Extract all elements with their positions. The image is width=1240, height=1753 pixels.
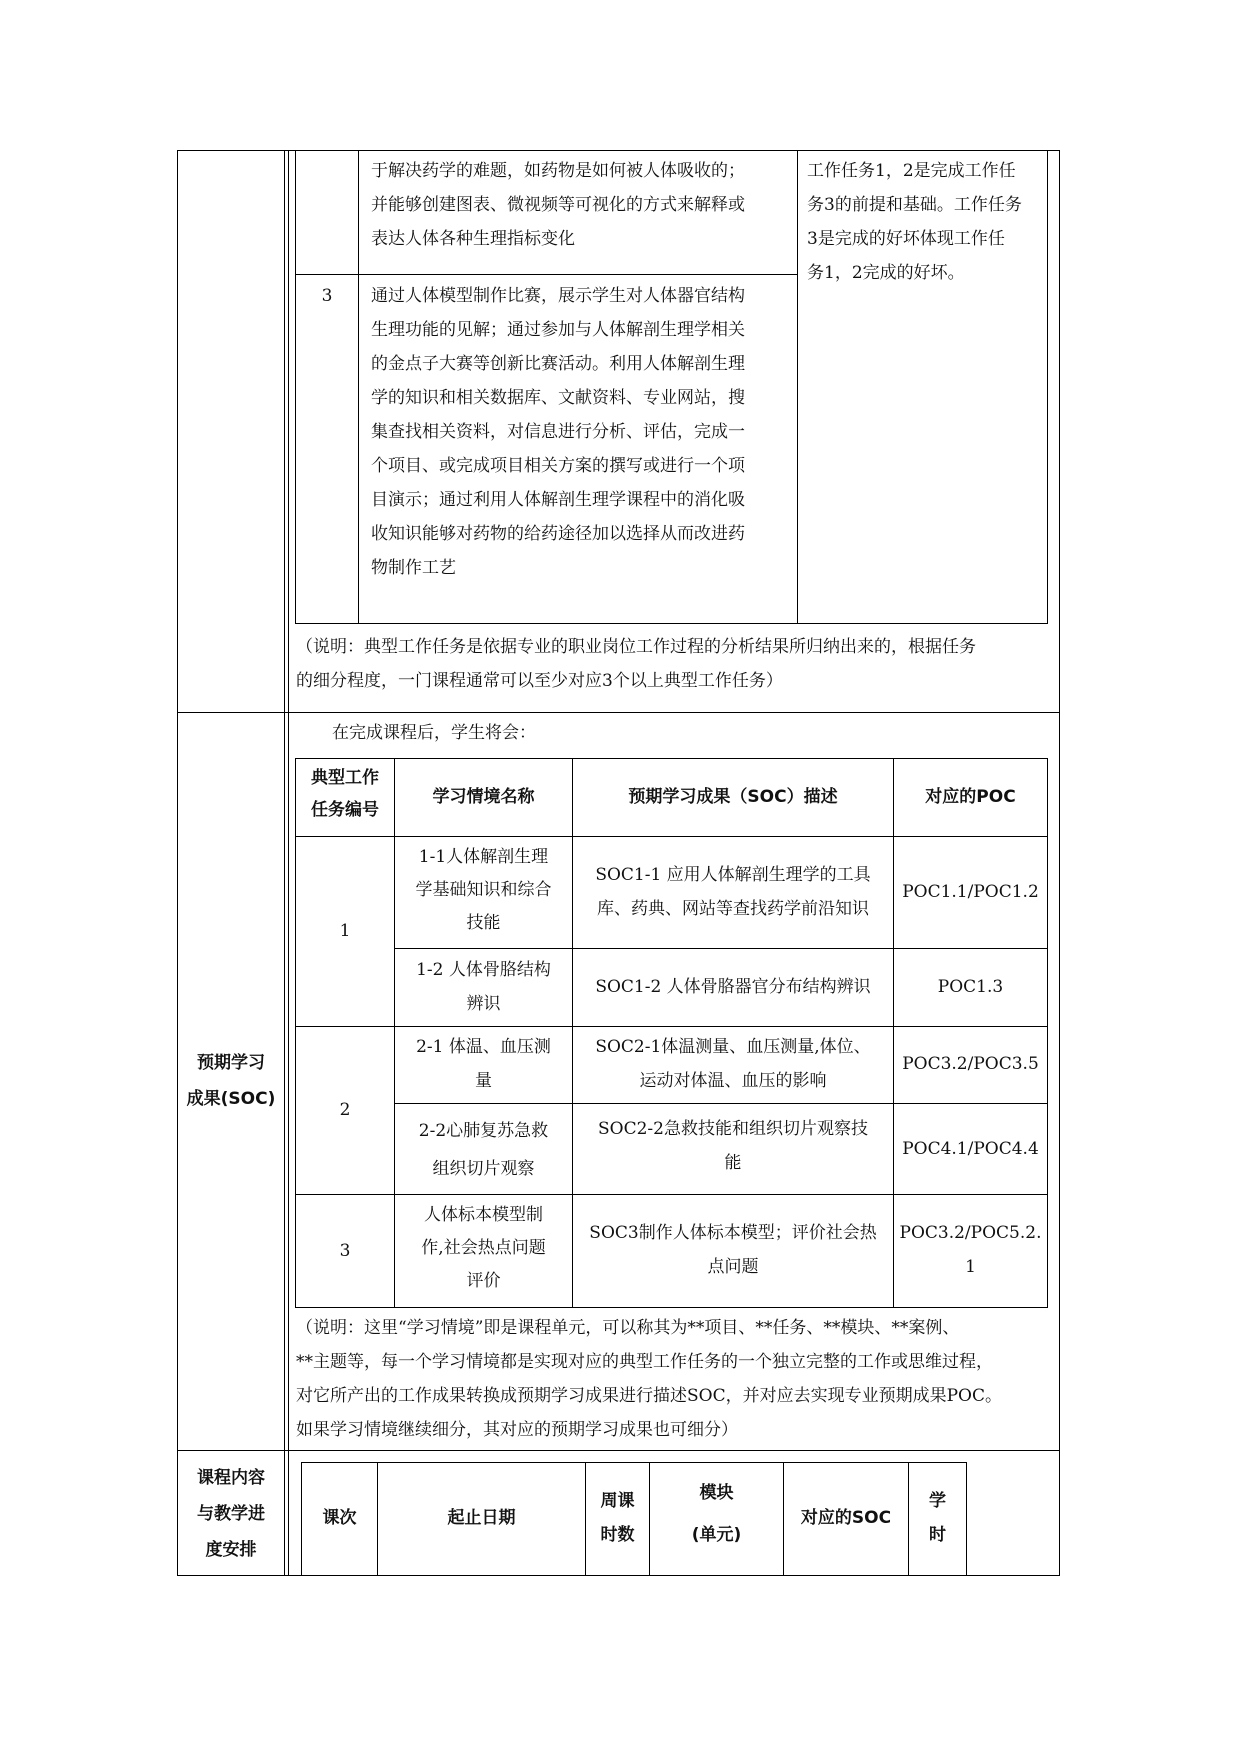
text-line: 务3的前提和基础。工作任务 xyxy=(807,195,1022,215)
header-line: 时数 xyxy=(600,1525,635,1545)
text-line: POC3.2/POC5.2. xyxy=(899,1223,1042,1243)
poc-cell xyxy=(894,1216,1047,1284)
soc-table-header-bottom xyxy=(295,836,1048,837)
task-no: 3 xyxy=(321,286,333,306)
text-line: 点问题 xyxy=(707,1257,759,1277)
poc-cell xyxy=(894,1132,1047,1166)
soc-table-row-divider xyxy=(394,948,1048,949)
header-line: 时 xyxy=(929,1525,946,1545)
text-line: 评价 xyxy=(466,1271,501,1291)
label-line: 与教学进 xyxy=(197,1504,265,1524)
section-divider-1 xyxy=(177,712,1060,713)
text-line: 物制作工艺 xyxy=(371,558,456,578)
task-note xyxy=(296,630,1056,698)
text-line: SOC1-1 应用人体解剖生理学的工具 xyxy=(595,865,871,885)
soc-note xyxy=(296,1311,1056,1447)
header-line: 典型工作 xyxy=(311,768,379,788)
text-line: 作,社会热点问题 xyxy=(421,1238,546,1258)
text-line: 目演示；通过利用人体解剖生理学课程中的消化吸 xyxy=(371,490,745,510)
soc-desc-cell xyxy=(573,1216,893,1284)
header-line: 周课 xyxy=(600,1491,635,1511)
task-table-row-divider xyxy=(295,274,798,275)
soc-table-group-divider xyxy=(295,1026,1048,1027)
text-line: 务1，2完成的好坏。 xyxy=(807,263,965,283)
task-table-col2 xyxy=(358,150,359,624)
text-line: SOC1-2 人体骨胳器官分布结构辨识 xyxy=(595,977,871,997)
task-no-cell: 2 xyxy=(339,1100,351,1120)
text-line: 表达人体各种生理指标变化 xyxy=(371,229,575,249)
soc-table-left xyxy=(295,758,296,1308)
task-no-cell: 3 xyxy=(339,1241,351,1261)
text-line: 生理功能的见解；通过参加与人体解剖生理学相关 xyxy=(371,320,745,340)
text-line: SOC2-2急救技能和组织切片观察技 xyxy=(598,1119,868,1139)
context-cell xyxy=(395,953,572,1021)
text-line: 量 xyxy=(475,1071,492,1091)
label-line: 度安排 xyxy=(205,1540,257,1560)
task-table-col3 xyxy=(797,150,798,624)
task-no-cell: 1 xyxy=(339,921,351,941)
soc-desc-cell xyxy=(573,1112,893,1180)
text-line: 集查找相关资料，对信息进行分析、评估，完成一 xyxy=(371,422,745,442)
header-line: 模块 xyxy=(699,1483,734,1503)
task-table-right xyxy=(1047,150,1048,624)
soc-section-label xyxy=(178,1045,284,1117)
label-column-divider xyxy=(284,150,285,1576)
text-line: 技能 xyxy=(466,913,501,933)
text-line: 于解决药学的难题，如药物是如何被人体吸收的； xyxy=(371,161,745,181)
label-column-divider-inner xyxy=(288,150,289,1576)
outer-left-border xyxy=(177,150,178,1576)
task-table-left xyxy=(295,150,296,624)
soc-table-bottom xyxy=(295,1307,1048,1308)
text-line: SOC2-1体温测量、血压测量,体位、 xyxy=(595,1037,871,1057)
header-poc: 对应的POC xyxy=(925,787,1016,807)
text-line: （说明：典型工作任务是依据专业的职业岗位工作过程的分析结果所归纳出来的，根据任务 xyxy=(296,637,976,657)
text-line: （说明：这里“学习情境”即是课程单元，可以称其为**项目、**任务、**模块、**案例、 xyxy=(296,1318,960,1338)
poc-cell xyxy=(894,875,1047,909)
header-context: 学习情境名称 xyxy=(432,787,535,807)
soc-desc-cell xyxy=(573,1030,893,1098)
task-table-bottom xyxy=(295,623,1048,624)
header-weekly-hours xyxy=(586,1484,649,1552)
outer-top-border xyxy=(177,150,1060,151)
header-module xyxy=(650,1472,783,1556)
text-line: 1-1人体解剖生理 xyxy=(418,847,549,867)
text-line: 并能够创建图表、微视频等可视化的方式来解释或 xyxy=(371,195,745,215)
header-line: 任务编号 xyxy=(311,800,379,820)
header-session: 课次 xyxy=(322,1508,357,1528)
task-relation-text xyxy=(807,154,1042,290)
text-line: 工作任务1，2是完成工作任 xyxy=(807,161,1016,181)
text-line: 学基础知识和综合 xyxy=(415,880,552,900)
text-line: POC1.3 xyxy=(937,977,1004,997)
text-line: 如果学习情境继续细分，其对应的预期学习成果也可细分） xyxy=(296,1420,738,1440)
context-cell xyxy=(395,1199,572,1298)
header-soc-desc: 预期学习成果（SOC）描述 xyxy=(628,787,838,807)
text-line: 对它所产出的工作成果转换成预期学习成果进行描述SOC，并对应去实现专业预期成果POC。 xyxy=(296,1386,1002,1406)
schedule-col xyxy=(966,1462,967,1576)
soc-table-right xyxy=(1047,758,1048,1308)
text-line: 1-2 人体骨胳结构 xyxy=(416,960,551,980)
text-line: 1 xyxy=(965,1257,976,1277)
task-description xyxy=(371,154,791,256)
text-line: 通过人体模型制作比赛，展示学生对人体器官结构 xyxy=(371,286,745,306)
label-line: 预期学习 xyxy=(197,1053,265,1073)
task-description xyxy=(371,279,791,585)
text-line: 的金点子大赛等创新比赛活动。利用人体解剖生理 xyxy=(371,354,745,374)
label-line: 成果(SOC) xyxy=(186,1089,276,1109)
text-line: 收知识能够对药物的给药途径加以选择从而改进药 xyxy=(371,524,745,544)
header-line: (单元) xyxy=(691,1525,742,1545)
context-cell xyxy=(395,1030,572,1098)
outer-right-border xyxy=(1059,150,1060,1576)
context-cell xyxy=(395,1112,572,1188)
soc-desc-cell xyxy=(573,970,893,1004)
label-line: 课程内容 xyxy=(197,1468,265,1488)
text-line: 的细分程度，一门课程通常可以至少对应3个以上典型工作任务） xyxy=(296,671,783,691)
text-line: POC1.1/POC1.2 xyxy=(902,882,1039,902)
text-line: SOC3制作人体标本模型；评价社会热 xyxy=(589,1223,877,1243)
text-line: 2-2心肺复苏急救 xyxy=(418,1121,549,1141)
text-line: 2-1 体温、血压测 xyxy=(416,1037,551,1057)
text-line: 个项目、或完成项目相关方案的撰写或进行一个项 xyxy=(371,456,745,476)
schedule-table-top xyxy=(301,1462,966,1463)
text-line: 辨识 xyxy=(466,994,501,1014)
header-task-no xyxy=(296,762,394,826)
header-hours xyxy=(909,1484,966,1552)
text-line: 人体标本模型制 xyxy=(424,1205,543,1225)
text-line: 组织切片观察 xyxy=(432,1159,535,1179)
text-line: POC4.1/POC4.4 xyxy=(902,1139,1039,1159)
context-cell xyxy=(395,841,572,940)
header-dates: 起止日期 xyxy=(447,1508,516,1528)
poc-cell xyxy=(894,1047,1047,1081)
poc-cell xyxy=(894,970,1047,1004)
outer-bottom-border xyxy=(177,1575,1060,1576)
text-line: 学的知识和相关数据库、文献资料、专业网站，搜 xyxy=(371,388,745,408)
text-line: **主题等，每一个学习情境都是实现对应的典型工作任务的一个独立完整的工作或思维过程， xyxy=(296,1352,993,1372)
header-soc: 对应的SOC xyxy=(800,1508,892,1528)
soc-desc-cell xyxy=(573,858,893,926)
text-line: 能 xyxy=(724,1153,742,1173)
header-line: 学 xyxy=(929,1491,946,1511)
section-divider-2 xyxy=(177,1450,1060,1451)
text-line: 3是完成的好坏体现工作任 xyxy=(807,229,1005,249)
schedule-section-label xyxy=(178,1460,284,1568)
soc-table-group-divider xyxy=(295,1194,1048,1195)
soc-intro: 在完成课程后，学生将会： xyxy=(332,723,536,743)
soc-table-row-divider xyxy=(394,1103,1048,1104)
soc-table-top xyxy=(295,758,1048,759)
text-line: POC3.2/POC3.5 xyxy=(902,1054,1039,1074)
text-line: 运动对体温、血压的影响 xyxy=(639,1071,827,1091)
text-line: 库、药典、网站等查找药学前沿知识 xyxy=(597,899,869,919)
